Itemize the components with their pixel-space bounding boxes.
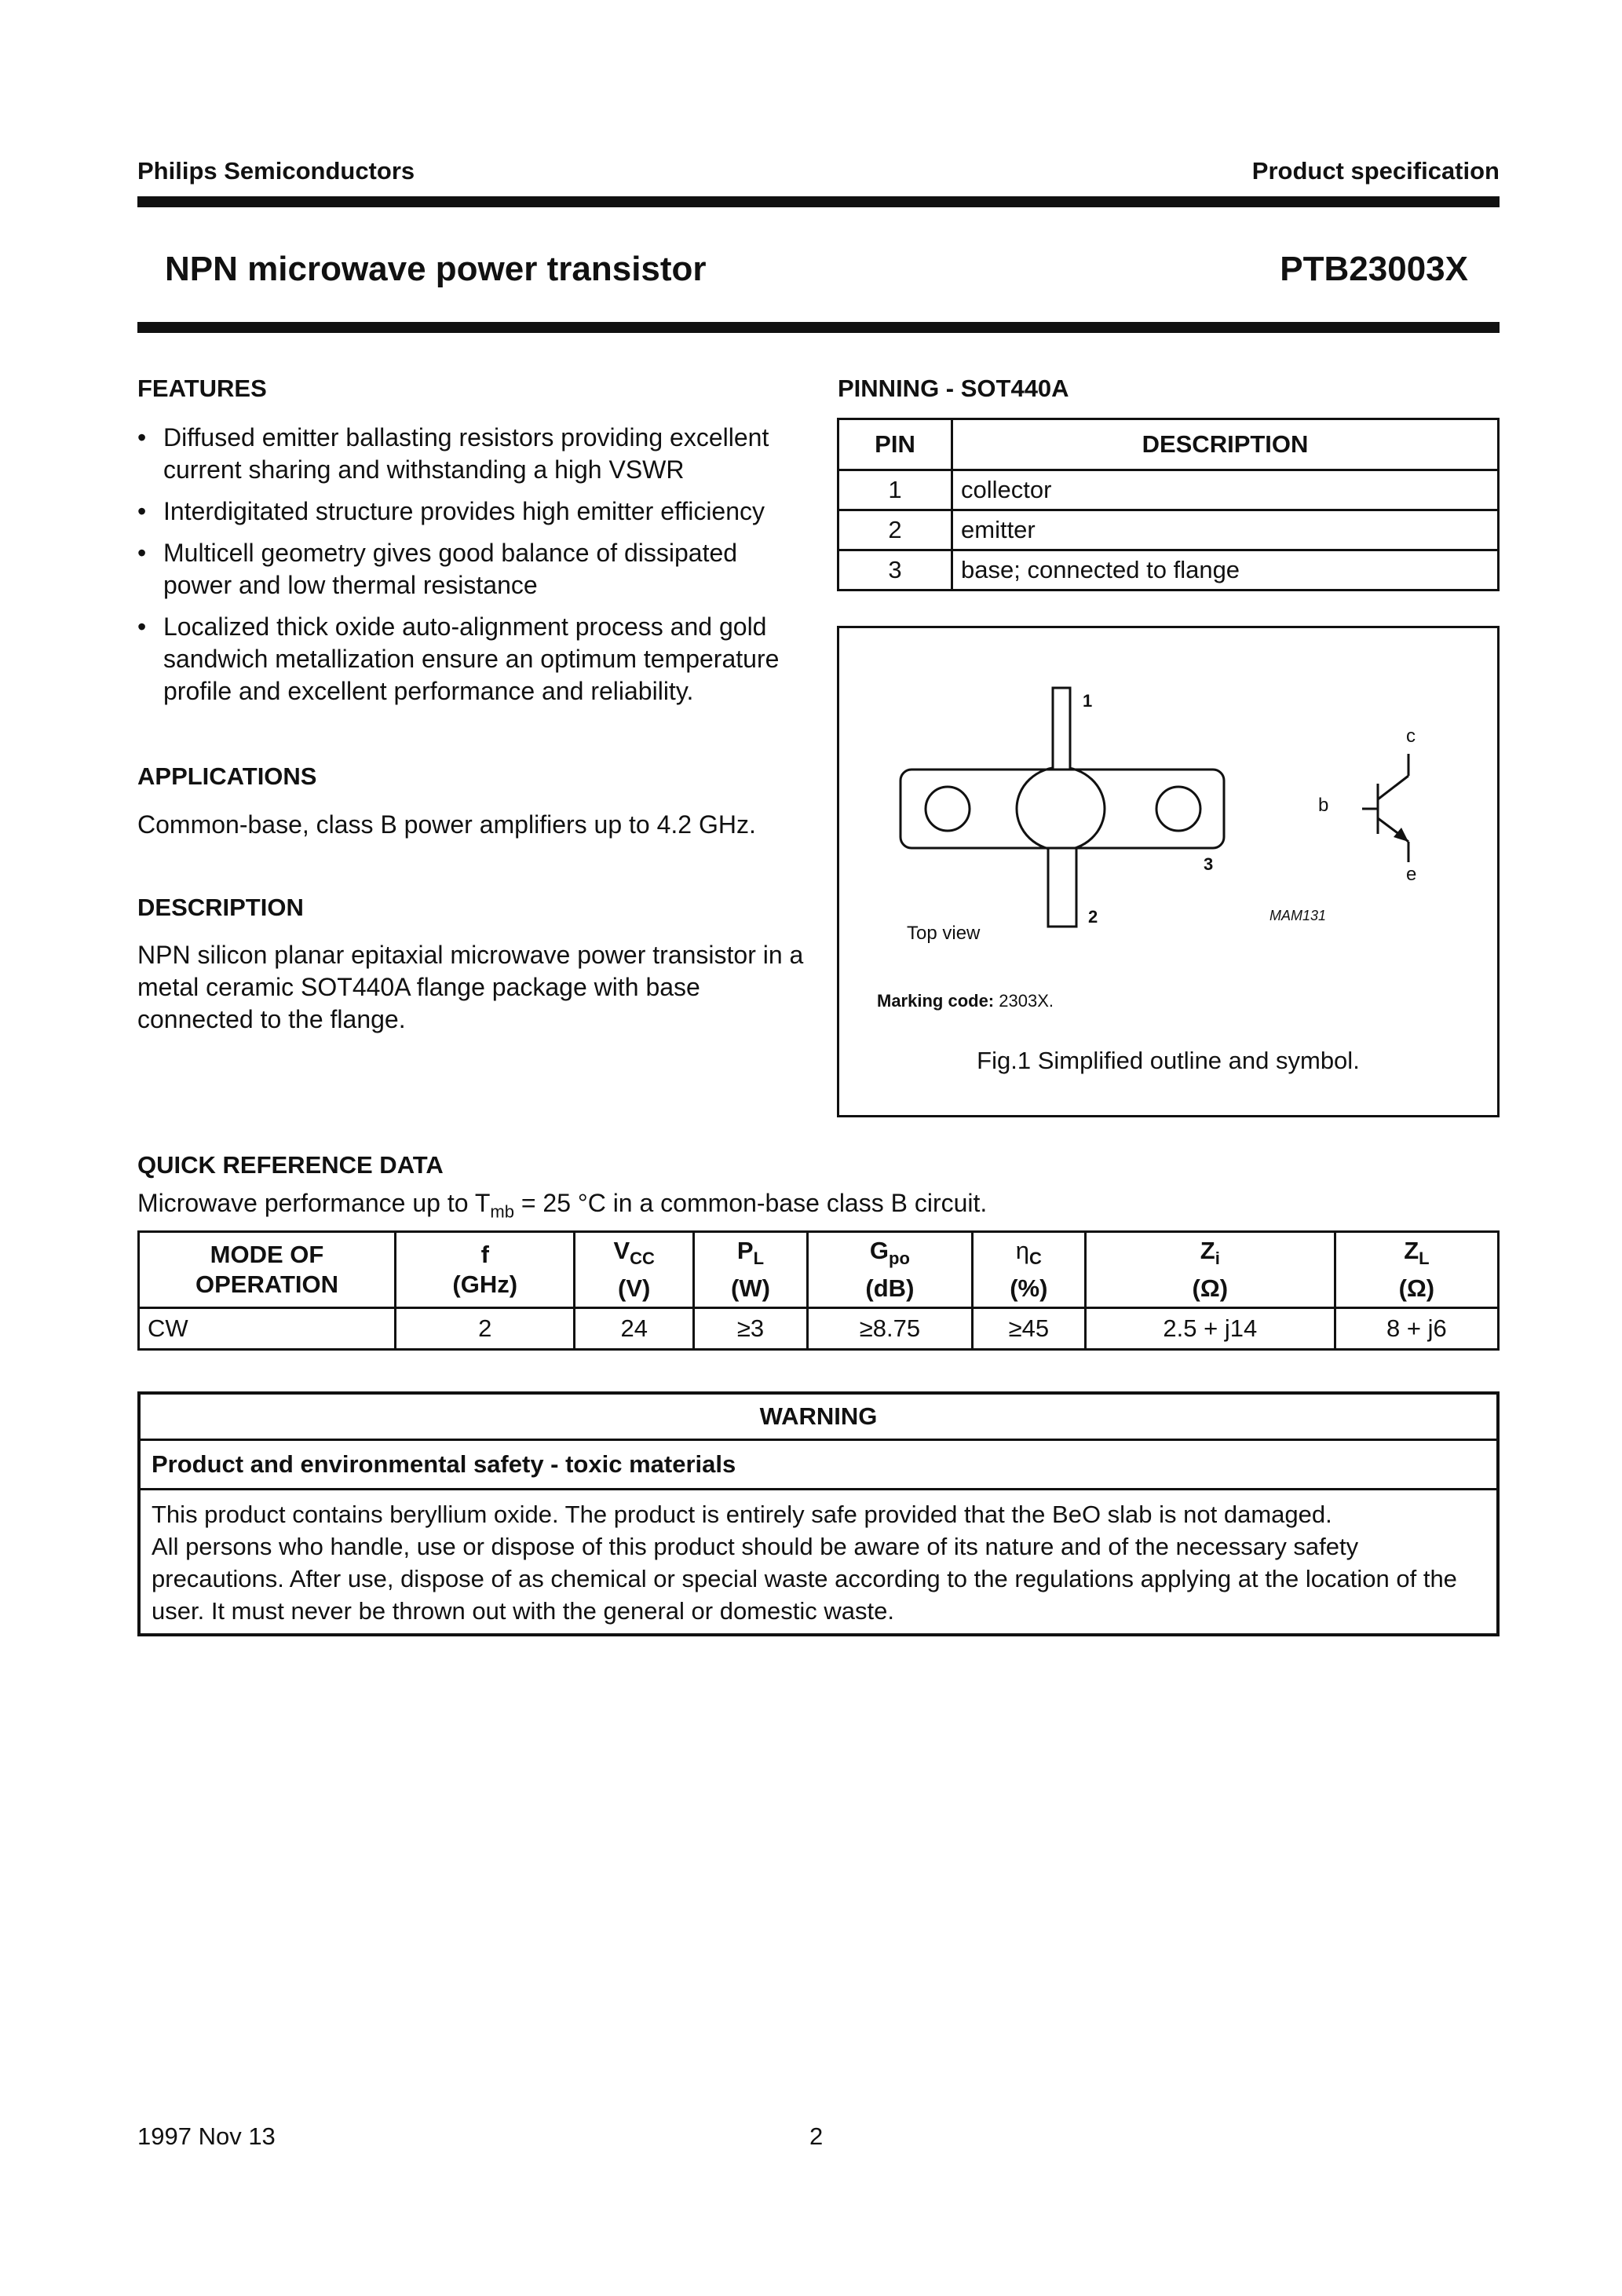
marking-code-label: Marking code:: [877, 991, 995, 1011]
warning-line-2: All persons who handle, use or dispose of this product should be aware of its nature and of the necessary safety precautions. After use, dispose of as chemical or special waste according to the regulations applying at the location of the user. It must never be thrown out with the general or domestic waste.: [152, 1533, 1457, 1625]
list-item: [137, 495, 813, 528]
pin-number: 1: [838, 470, 952, 510]
pinning-table: [837, 418, 1500, 591]
mounting-hole-right: [1156, 787, 1200, 831]
emitter-arrow: [1394, 828, 1408, 842]
column-header-gpo: $G_{po}$ (dB): [807, 1232, 972, 1308]
features-heading: FEATURES: [137, 375, 267, 402]
flange-outline: [901, 770, 1224, 848]
intro-subscript: mb: [490, 1201, 514, 1222]
pin-number: 2: [838, 510, 952, 550]
symbol-collector-label: c: [1406, 726, 1416, 747]
bullet: •: [137, 497, 147, 525]
footer-date: 1997 Nov 13: [137, 2122, 276, 2150]
symbol-emitter-label: e: [1406, 864, 1417, 885]
marking-code-value: 2303X.: [999, 991, 1054, 1011]
quick-reference-table: [137, 1230, 1500, 1351]
warning-text: [141, 1488, 1496, 1633]
column-header-vcc: $V_{CC}$ (V): [575, 1232, 694, 1308]
collector-lead: [1053, 688, 1070, 770]
intro-text-continued: = 25 °C in a common-base class B circuit.: [513, 1189, 988, 1217]
bullet: •: [137, 612, 147, 641]
warning-box: [137, 1391, 1500, 1636]
column-header-efficiency: $\eta_C$ (%): [972, 1232, 1085, 1308]
applications-text: Common-base, class B power amplifiers up to 4.2 GHz.: [137, 810, 756, 839]
top-view-label: Top view: [907, 923, 981, 944]
warning-subtitle: Product and environmental safety - toxic materials: [141, 1439, 1496, 1488]
figure-box: [837, 626, 1500, 1117]
table-row: [139, 1308, 1499, 1350]
table-row: [838, 550, 1499, 590]
mounting-hole-left: [926, 787, 970, 831]
pin3-label: 3: [1204, 854, 1214, 874]
company-name: Philips Semiconductors: [137, 157, 415, 185]
header-rule-bottom: [137, 322, 1500, 333]
page-number: 2: [809, 2122, 824, 2150]
part-number: PTB23003X: [1280, 250, 1468, 288]
table-header-row: [139, 1232, 1499, 1308]
pin1-label: 1: [1083, 691, 1093, 711]
column-header-mode: MODE OF OPERATION: [139, 1232, 396, 1308]
figure-caption: Fig.1 Simplified outline and symbol.: [977, 1047, 1360, 1074]
bullet: •: [137, 539, 147, 567]
table-cell: ≥3: [693, 1308, 807, 1350]
table-row: [838, 510, 1499, 550]
feature-text: Diffused emitter ballasting resistors providing excellent current sharing and withstanding a high VSWR: [163, 423, 769, 484]
table-cell: ≥45: [972, 1308, 1085, 1350]
pin-description: collector: [952, 470, 1499, 510]
description-heading: DESCRIPTION: [137, 894, 304, 921]
document-type: Product specification: [1251, 157, 1500, 185]
quick-reference-intro: [137, 1187, 987, 1227]
table-cell: 24: [575, 1308, 694, 1350]
npn-symbol: [1362, 754, 1408, 862]
table-cell: CW: [139, 1308, 396, 1350]
warning-title: WARNING: [759, 1402, 878, 1430]
intro-text: Microwave performance up to T: [137, 1189, 491, 1217]
page-title: NPN microwave power transistor: [165, 250, 707, 288]
marking-code: [877, 991, 1054, 1011]
pin-description: base; connected to flange: [952, 550, 1499, 590]
warning-line-1: This product contains beryllium oxide. The product is entirely safe provided that the BeO slab is not damaged.: [152, 1501, 1332, 1528]
column-header-description: DESCRIPTION: [952, 419, 1499, 470]
pin2-label: 2: [1088, 907, 1098, 927]
list-item: [137, 611, 813, 707]
feature-text: Localized thick oxide auto-alignment process and gold sandwich metallization ensure an optimum temperature profile and excellent performance and reliability.: [163, 612, 780, 705]
column-header-pin: PIN: [838, 419, 952, 470]
quick-reference-heading: QUICK REFERENCE DATA: [137, 1151, 444, 1179]
list-item: [137, 422, 813, 486]
features-list: [137, 422, 813, 717]
column-header-zi: $Z_i$ (Ω): [1085, 1232, 1335, 1308]
table-header-row: [838, 419, 1499, 470]
table-row: [838, 470, 1499, 510]
pinning-heading: PINNING - SOT440A: [838, 375, 1069, 402]
feature-text: Multicell geometry gives good balance of dissipated power and low thermal resistance: [163, 539, 738, 599]
table-cell: ≥8.75: [807, 1308, 972, 1350]
description-text: NPN silicon planar epitaxial microwave power transistor in a metal ceramic SOT440A flange package with base connected to the flange.: [137, 941, 804, 1033]
table-cell: 2.5 + j14: [1085, 1308, 1335, 1350]
pin-description: emitter: [952, 510, 1499, 550]
column-header-pl: $P_L$ (W): [693, 1232, 807, 1308]
table-cell: 2: [396, 1308, 575, 1350]
bullet: •: [137, 423, 147, 452]
column-header-zl: $Z_L$ (Ω): [1335, 1232, 1498, 1308]
package-cap: [1017, 767, 1105, 850]
pin-number: 3: [838, 550, 952, 590]
applications-heading: APPLICATIONS: [137, 762, 317, 790]
column-header-frequency: f (GHz): [396, 1232, 575, 1308]
list-item: [137, 537, 813, 601]
symbol-base-label: b: [1318, 795, 1329, 816]
table-cell: 8 + j6: [1335, 1308, 1498, 1350]
emitter-lead: [1048, 848, 1076, 927]
feature-text: Interdigitated structure provides high emitter efficiency: [163, 497, 765, 525]
drawing-reference: MAM131: [1269, 908, 1327, 923]
header-rule-top: [137, 196, 1500, 207]
